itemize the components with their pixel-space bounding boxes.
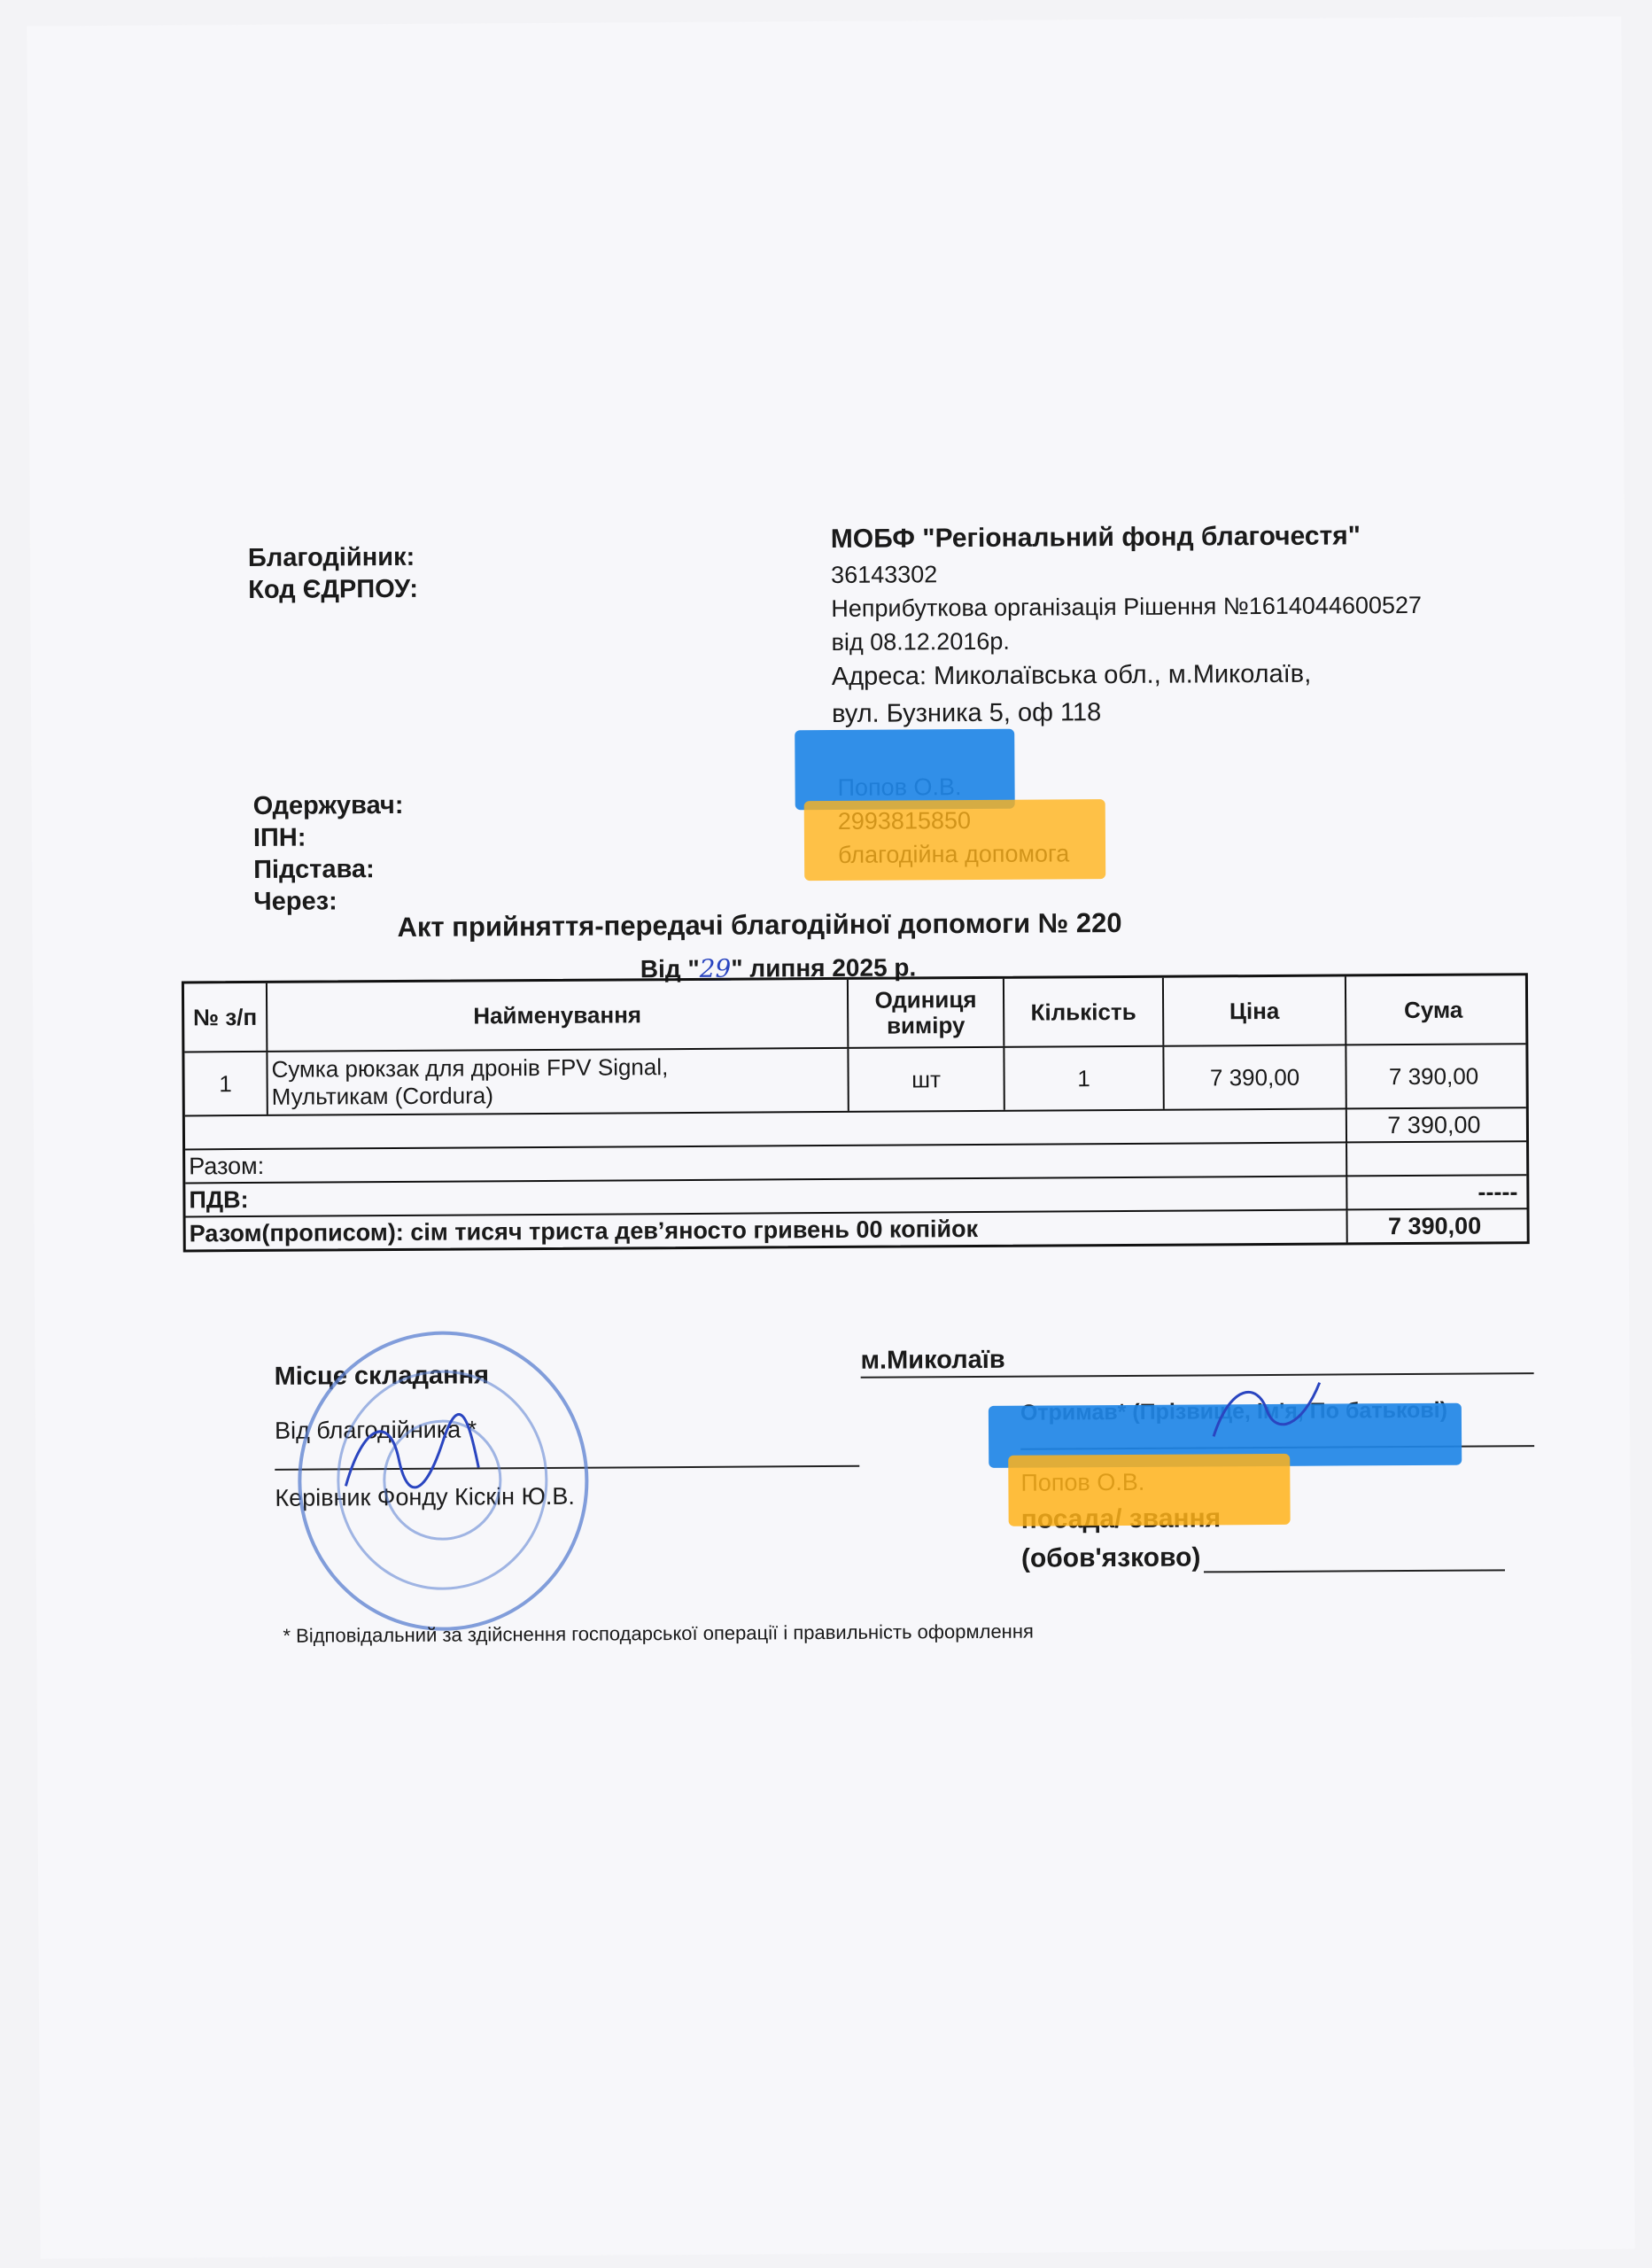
act-date-day: 29 xyxy=(699,953,732,983)
via-label: Через: xyxy=(253,887,337,916)
header-unit: Одиниця виміру xyxy=(847,979,1003,1047)
donor-name: МОБФ "Регіональний фонд благочестя" xyxy=(830,521,1361,554)
document-page xyxy=(27,17,1634,2259)
header-num: № з/п xyxy=(193,1003,258,1031)
row-num: 1 xyxy=(219,1069,232,1097)
recipient-label: Одержувач: xyxy=(252,790,404,820)
row-price: 7 390,00 xyxy=(1162,1045,1345,1108)
row-name-line1: Сумка рюкзак для дронів FPV Signal, xyxy=(271,1053,669,1083)
table-header xyxy=(184,975,1525,1051)
ipn-label: ІПН: xyxy=(252,823,306,852)
donor-signature xyxy=(328,1405,488,1503)
donor-status: Неприбуткова організація Рішення №1614044600527 xyxy=(831,591,1423,622)
header-price: Ціна xyxy=(1162,976,1345,1045)
row-sum: 7 390,00 xyxy=(1345,1045,1520,1107)
donor-address-1: Адреса: Миколаївська обл., м.Миколаїв, xyxy=(831,659,1312,691)
total-label: Разом: xyxy=(189,1152,265,1179)
mandatory-label: (обов'язково) xyxy=(1020,1542,1201,1573)
items-table xyxy=(182,973,1530,1252)
row-name-line2: Мультикам (Cordura) xyxy=(271,1082,494,1110)
vat-value: ----- xyxy=(1346,1176,1521,1208)
act-date-prefix: Від " xyxy=(640,954,700,983)
header-sum: Сума xyxy=(1345,975,1520,1044)
redaction-blue xyxy=(795,729,1015,811)
from-donor-label: Від благодійника * xyxy=(274,1416,477,1444)
header-qty: Кількість xyxy=(1003,978,1162,1046)
donor-code: 36143302 xyxy=(831,561,938,588)
redaction-yellow xyxy=(804,799,1106,881)
row-unit: шт xyxy=(847,1048,1003,1111)
table-row xyxy=(184,1043,1525,1115)
words-label: Разом(прописом): сім тисяч триста дев’яносто гривень 00 копійок xyxy=(189,1215,979,1247)
act-date-suffix: " липня 2025 р. xyxy=(731,953,917,983)
donor-code-label: Код ЄДРПОУ: xyxy=(248,574,419,605)
recipient-signature xyxy=(1205,1374,1329,1446)
act-title: Акт прийняття-передачі благодійної допомоги № 220 xyxy=(397,906,1122,943)
redaction-yellow xyxy=(1008,1454,1290,1526)
position-line xyxy=(1204,1569,1505,1573)
donor-status-date: від 08.12.2016р. xyxy=(831,627,1010,656)
basis-label: Підстава: xyxy=(253,855,375,884)
vat-label: ПДВ: xyxy=(189,1185,249,1213)
subtotal-value: 7 390,00 xyxy=(1346,1108,1521,1141)
row-qty: 1 xyxy=(1003,1047,1162,1110)
place-label: Місце складання xyxy=(274,1361,490,1391)
header-name: Найменування xyxy=(266,980,847,1051)
donor-label: Благодійник: xyxy=(247,542,415,573)
responsibility-note: * Відповідальний за здійснення господарської операції і правильність оформлення xyxy=(283,1619,1034,1647)
donor-address-2: вул. Бузника 5, оф 118 xyxy=(831,698,1102,728)
head-of-fund: Керівник Фонду Кіскін Ю.В. xyxy=(275,1482,575,1511)
row-name xyxy=(266,1049,847,1115)
words-value: 7 390,00 xyxy=(1346,1209,1522,1242)
place-value: м.Миколаїв xyxy=(860,1345,1005,1375)
